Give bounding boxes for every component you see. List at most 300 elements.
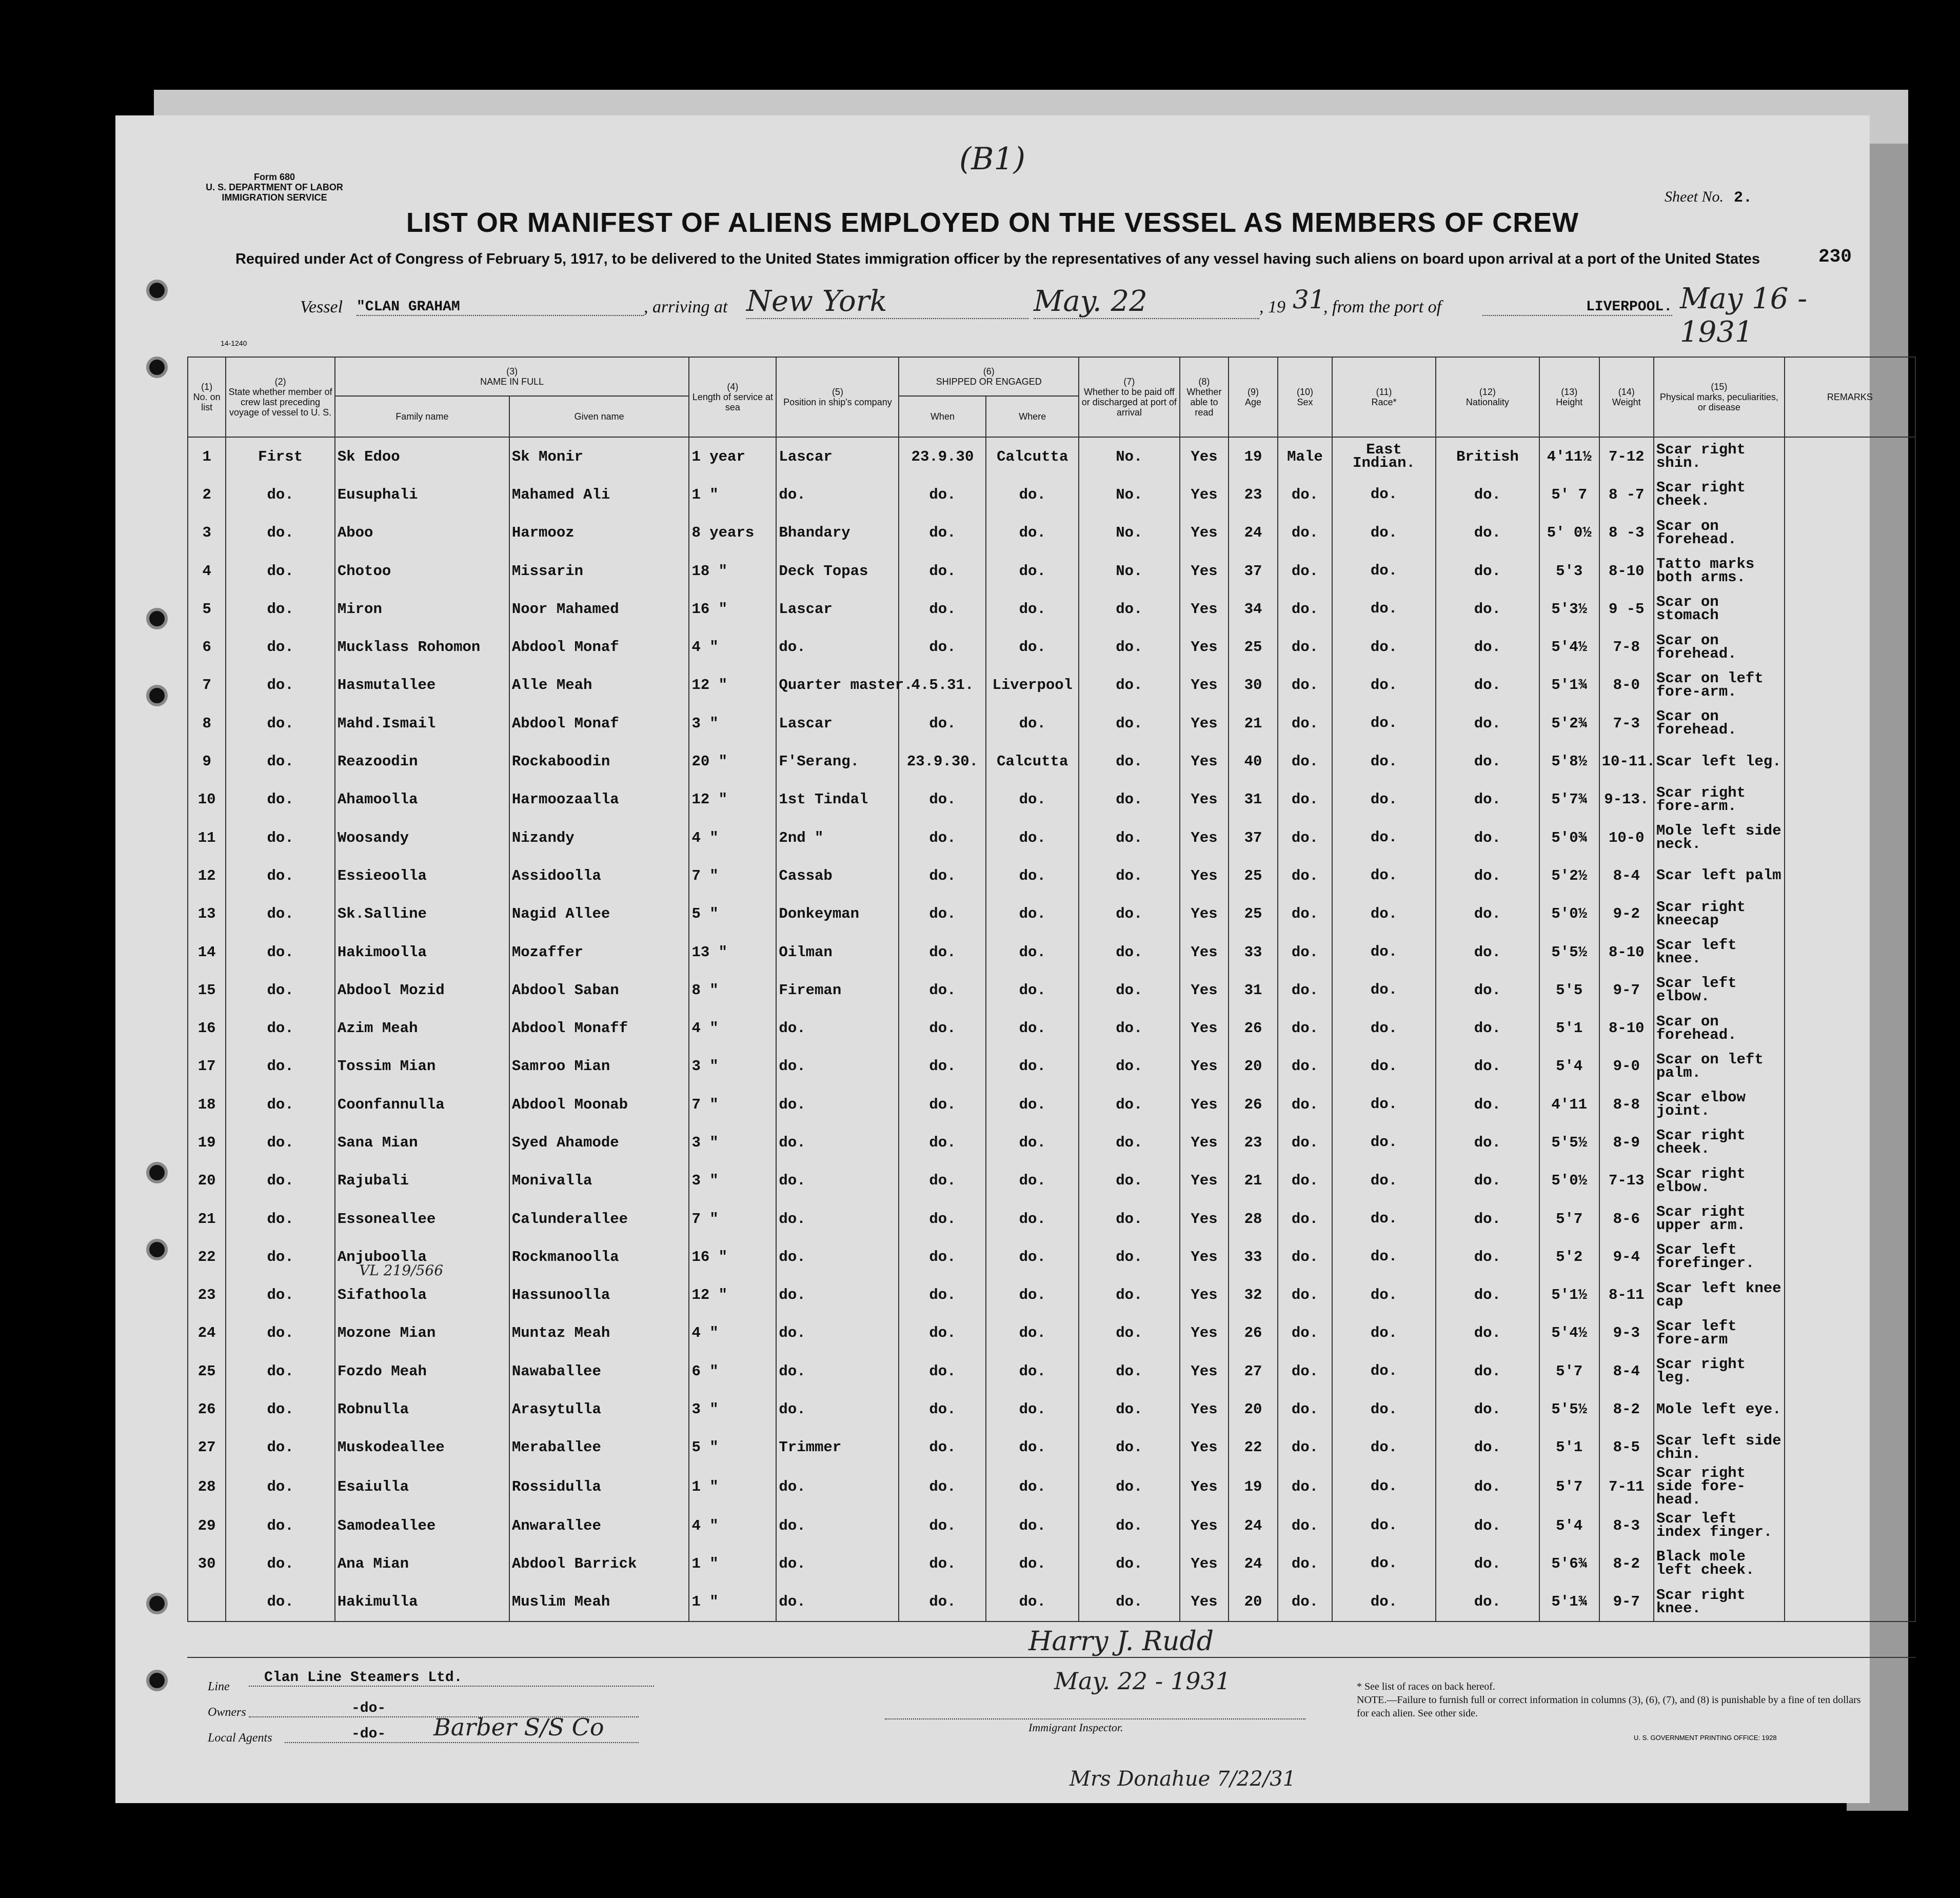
cell-age: 20: [1229, 1583, 1278, 1622]
cell-length: 7 ": [689, 1200, 776, 1238]
cell-state: do.: [226, 742, 334, 780]
cell-length: 1 ": [689, 1545, 776, 1583]
table-row: [188, 1276, 1915, 1314]
cell-weight: 9 -5: [1599, 590, 1654, 628]
cell-remarks: [1785, 1352, 1915, 1390]
cell-age: 20: [1229, 1390, 1278, 1428]
cell-marks: Scar on stomach: [1654, 590, 1785, 628]
cell-position: Quarter master.: [776, 666, 899, 704]
cell-age: 26: [1229, 1314, 1278, 1352]
cell-given: Alle Meah: [509, 666, 689, 704]
cell-no: 20: [188, 1162, 226, 1200]
cell-weight: 7-3: [1599, 704, 1654, 742]
cell-height: 5'4: [1539, 1047, 1599, 1085]
cell-where: do.: [986, 552, 1079, 590]
cell-remarks: [1785, 1507, 1915, 1545]
cell-length: 12 ": [689, 666, 776, 704]
cell-state: do.: [226, 1047, 334, 1085]
cell-race: do.: [1332, 781, 1436, 819]
cell-state: do.: [226, 1123, 334, 1161]
cell-remarks: [1785, 1314, 1915, 1352]
cell-state: do.: [226, 1507, 334, 1545]
cell-race: do.: [1332, 819, 1436, 857]
cell-marks: Mole left side neck.: [1654, 819, 1785, 857]
cell-length: 13 ": [689, 933, 776, 971]
cell-paid: No.: [1079, 514, 1180, 552]
cell-family: Ahamoolla: [335, 781, 509, 819]
cell-state: do.: [226, 1085, 334, 1123]
cell-no: 26: [188, 1390, 226, 1428]
cell-where: do.: [986, 933, 1079, 971]
cell-no: 23: [188, 1276, 226, 1314]
cell-sex: do.: [1278, 514, 1332, 552]
cell-marks: Scar right leg.: [1654, 1352, 1785, 1390]
cell-when: do.: [899, 1545, 986, 1583]
cell-paid: do.: [1079, 1200, 1180, 1238]
cell-race: do.: [1332, 476, 1436, 513]
cell-height: 5'2: [1539, 1238, 1599, 1276]
cell-marks: Mole left eye.: [1654, 1390, 1785, 1428]
cell-length: 4 ": [689, 1314, 776, 1352]
cell-state: do.: [226, 666, 334, 704]
cell-nat: do.: [1436, 971, 1539, 1009]
table-row: [188, 971, 1915, 1009]
cell-when: do.: [899, 1238, 986, 1276]
cell-sex: do.: [1278, 1314, 1332, 1352]
cell-state: do.: [226, 476, 334, 513]
cell-no: 24: [188, 1314, 226, 1352]
cell-remarks: [1785, 1238, 1915, 1276]
cell-given: Assidoolla: [509, 857, 689, 895]
cell-no: 22: [188, 1238, 226, 1276]
cell-where: do.: [986, 1047, 1079, 1085]
table-row: [188, 628, 1915, 666]
inspector-date: May. 22 - 1931: [1054, 1667, 1231, 1695]
year-prefix: , 19: [1259, 298, 1285, 317]
col-no-header: (1) No. on list: [188, 357, 226, 437]
cell-read: Yes: [1180, 437, 1229, 476]
cell-read: Yes: [1180, 1507, 1229, 1545]
cell-when: do.: [899, 704, 986, 742]
cell-state: do.: [226, 933, 334, 971]
cell-length: 5 ": [689, 1429, 776, 1467]
cell-sex: do.: [1278, 552, 1332, 590]
cell-nat: do.: [1436, 1314, 1539, 1352]
cell-position: Trimmer: [776, 1429, 899, 1467]
cell-remarks: [1785, 552, 1915, 590]
page-number: 230: [1818, 246, 1852, 267]
cell-no: 28: [188, 1467, 226, 1507]
cell-paid: do.: [1079, 781, 1180, 819]
cell-marks: Scar right knee.: [1654, 1583, 1785, 1622]
cell-state: do.: [226, 552, 334, 590]
cell-age: 24: [1229, 514, 1278, 552]
cell-read: Yes: [1180, 781, 1229, 819]
cell-length: 20 ": [689, 742, 776, 780]
cell-position: Fireman: [776, 971, 899, 1009]
cell-position: do.: [776, 1390, 899, 1428]
cell-when: do.: [899, 781, 986, 819]
cell-remarks: [1785, 933, 1915, 971]
cell-state: do.: [226, 1467, 334, 1507]
cell-nat: do.: [1436, 1047, 1539, 1085]
cell-sex: do.: [1278, 1276, 1332, 1314]
punch-hole: [146, 1593, 168, 1614]
cell-when: 23.9.30: [899, 437, 986, 476]
cell-when: do.: [899, 1085, 986, 1123]
cell-when: do.: [899, 1583, 986, 1622]
cell-weight: 7-12: [1599, 437, 1654, 476]
cell-when: do.: [899, 628, 986, 666]
cell-paid: do.: [1079, 1009, 1180, 1047]
cell-given: Abdool Moonab: [509, 1085, 689, 1123]
cell-marks: Scar on left palm.: [1654, 1047, 1785, 1085]
cell-race: do.: [1332, 933, 1436, 971]
cell-family: Sifathoola: [335, 1276, 509, 1314]
table-row: [188, 1507, 1915, 1545]
cell-family: Ana Mian: [335, 1545, 509, 1583]
cell-sex: do.: [1278, 1352, 1332, 1390]
cell-where: do.: [986, 1545, 1079, 1583]
cell-position: do.: [776, 1200, 899, 1238]
cell-length: 12 ": [689, 781, 776, 819]
cell-height: 5'4½: [1539, 628, 1599, 666]
cell-given: Abdool Monaf: [509, 704, 689, 742]
cell-weight: 8-8: [1599, 1085, 1654, 1123]
cell-given: Nizandy: [509, 819, 689, 857]
cell-age: 19: [1229, 1467, 1278, 1507]
cell-sex: do.: [1278, 1009, 1332, 1047]
cell-where: do.: [986, 1238, 1079, 1276]
cell-sex: do.: [1278, 742, 1332, 780]
cell-where: do.: [986, 514, 1079, 552]
cell-paid: do.: [1079, 1545, 1180, 1583]
cell-when: do.: [899, 1200, 986, 1238]
cell-weight: 9-13.: [1599, 781, 1654, 819]
cell-marks: Scar left index finger.: [1654, 1507, 1785, 1545]
cell-weight: 8-2: [1599, 1545, 1654, 1583]
cell-marks: Scar right shin.: [1654, 437, 1785, 476]
cell-no: 15: [188, 971, 226, 1009]
cell-state: do.: [226, 971, 334, 1009]
cell-no: 7: [188, 666, 226, 704]
cell-race: do.: [1332, 704, 1436, 742]
cell-height: 5'1¾: [1539, 666, 1599, 704]
col-marks-header: (15) Physical marks, peculiarities, or disease: [1654, 357, 1785, 437]
cell-no: 5: [188, 590, 226, 628]
cell-family: Eusuphali: [335, 476, 509, 513]
cell-remarks: [1785, 1123, 1915, 1161]
cell-marks: Scar on forehead.: [1654, 704, 1785, 742]
cell-sex: do.: [1278, 1390, 1332, 1428]
cell-height: 5'2½: [1539, 857, 1599, 895]
cell-family: Aboo: [335, 514, 509, 552]
cell-nat: do.: [1436, 819, 1539, 857]
cell-weight: 8 -3: [1599, 514, 1654, 552]
table-row: [188, 781, 1915, 819]
cell-sex: do.: [1278, 1123, 1332, 1161]
cell-nat: do.: [1436, 1200, 1539, 1238]
col-state-header: (2) State whether member of crew last preceding voyage of vessel to U. S.: [226, 357, 334, 437]
cell-when: do.: [899, 1314, 986, 1352]
cell-given: Mahamed Ali: [509, 476, 689, 513]
cell-position: Bhandary: [776, 514, 899, 552]
cell-race: do.: [1332, 1429, 1436, 1467]
cell-sex: do.: [1278, 1200, 1332, 1238]
cell-nat: do.: [1436, 552, 1539, 590]
cell-family: Mucklass Rohomon: [335, 628, 509, 666]
cell-age: 28: [1229, 1200, 1278, 1238]
cell-sex: do.: [1278, 895, 1332, 933]
cell-remarks: [1785, 1276, 1915, 1314]
cell-age: 31: [1229, 781, 1278, 819]
cell-paid: do.: [1079, 933, 1180, 971]
cell-sex: do.: [1278, 476, 1332, 513]
cell-remarks: [1785, 1162, 1915, 1200]
margin-note: VL 219/566: [359, 1262, 444, 1279]
cell-position: do.: [776, 1123, 899, 1161]
cell-paid: do.: [1079, 1314, 1180, 1352]
cell-marks: Scar elbow joint.: [1654, 1085, 1785, 1123]
cell-height: 5'0¾: [1539, 819, 1599, 857]
cell-length: 7 ": [689, 857, 776, 895]
cell-when: do.: [899, 1390, 986, 1428]
cell-marks: Scar on forehead.: [1654, 1009, 1785, 1047]
cell-read: Yes: [1180, 1276, 1229, 1314]
cell-remarks: [1785, 819, 1915, 857]
table-row: [188, 476, 1915, 513]
cell-age: 23: [1229, 1123, 1278, 1161]
cell-marks: Scar right cheek.: [1654, 476, 1785, 513]
cell-where: Liverpool: [986, 666, 1079, 704]
cell-race: do.: [1332, 1314, 1436, 1352]
form-id: Form 680 U. S. DEPARTMENT OF LABOR IMMIGRATION SERVICE: [206, 172, 343, 203]
cell-paid: do.: [1079, 971, 1180, 1009]
cell-position: Lascar: [776, 704, 899, 742]
cell-nat: do.: [1436, 1390, 1539, 1428]
cell-when: do.: [899, 1047, 986, 1085]
cell-family: Hasmutallee: [335, 666, 509, 704]
cell-given: Nawaballee: [509, 1352, 689, 1390]
cell-where: do.: [986, 628, 1079, 666]
table-row: [188, 666, 1915, 704]
cell-race: do.: [1332, 1162, 1436, 1200]
cell-when: do.: [899, 971, 986, 1009]
cell-weight: 9-7: [1599, 1583, 1654, 1622]
table-row: [188, 1200, 1915, 1238]
cell-read: Yes: [1180, 1583, 1229, 1622]
cell-position: do.: [776, 1314, 899, 1352]
cell-race: do.: [1332, 1390, 1436, 1428]
cell-position: do.: [776, 1085, 899, 1123]
cell-given: Mozaffer: [509, 933, 689, 971]
cell-sex: do.: [1278, 1429, 1332, 1467]
cell-where: do.: [986, 857, 1079, 895]
cell-family: Azim Meah: [335, 1009, 509, 1047]
cell-height: 5'1: [1539, 1429, 1599, 1467]
cell-sex: do.: [1278, 704, 1332, 742]
cell-paid: do.: [1079, 1352, 1180, 1390]
sheet-number: Sheet No. 2.: [1665, 188, 1752, 207]
cell-given: Monivalla: [509, 1162, 689, 1200]
cell-position: Oilman: [776, 933, 899, 971]
vessel-label: Vessel: [300, 298, 343, 317]
table-row: [188, 1085, 1915, 1123]
cell-family: Robnulla: [335, 1390, 509, 1428]
cell-given: Anwarallee: [509, 1507, 689, 1545]
cell-weight: 7-8: [1599, 628, 1654, 666]
cell-state: do.: [226, 1352, 334, 1390]
col-remarks-header: REMARKS: [1785, 357, 1915, 437]
col-position-header: (5) Position in ship's company: [776, 357, 899, 437]
cell-age: 23: [1229, 476, 1278, 513]
cell-when: do.: [899, 857, 986, 895]
cell-race: do.: [1332, 628, 1436, 666]
cell-marks: Scar left knee.: [1654, 933, 1785, 971]
cell-marks: Scar left leg.: [1654, 742, 1785, 780]
cell-age: 25: [1229, 857, 1278, 895]
cell-marks: Scar left elbow.: [1654, 971, 1785, 1009]
inspector-line: [885, 1718, 1305, 1719]
cell-nat: do.: [1436, 781, 1539, 819]
col-weight-header: (14) Weight: [1599, 357, 1654, 437]
cell-remarks: [1785, 971, 1915, 1009]
cell-nat: do.: [1436, 1429, 1539, 1467]
cell-where: do.: [986, 1009, 1079, 1047]
cell-marks: Scar left palm: [1654, 857, 1785, 895]
cell-read: Yes: [1180, 514, 1229, 552]
cell-age: 34: [1229, 590, 1278, 628]
table-row: [188, 1583, 1915, 1622]
cell-remarks: [1785, 1390, 1915, 1428]
cell-length: 7 ": [689, 1085, 776, 1123]
cell-where: do.: [986, 1507, 1079, 1545]
crew-manifest-table: [187, 357, 1916, 1622]
cell-given: Sk Monir: [509, 437, 689, 476]
cell-length: 1 ": [689, 1467, 776, 1507]
cell-height: 5'7: [1539, 1352, 1599, 1390]
cell-position: do.: [776, 1507, 899, 1545]
cell-where: do.: [986, 1467, 1079, 1507]
cell-read: Yes: [1180, 1238, 1229, 1276]
cell-weight: 8-2: [1599, 1390, 1654, 1428]
cell-when: do.: [899, 1467, 986, 1507]
cell-state: do.: [226, 895, 334, 933]
cell-no: 25: [188, 1352, 226, 1390]
cell-family: Mahd.Ismail: [335, 704, 509, 742]
cell-when: do.: [899, 1507, 986, 1545]
cell-sex: do.: [1278, 1545, 1332, 1583]
cell-age: 32: [1229, 1276, 1278, 1314]
cell-family: Sk Edoo: [335, 437, 509, 476]
cell-paid: No.: [1079, 437, 1180, 476]
cell-read: Yes: [1180, 1467, 1229, 1507]
cell-state: First: [226, 437, 334, 476]
cell-state: do.: [226, 1200, 334, 1238]
cell-remarks: [1785, 590, 1915, 628]
cell-when: do.: [899, 895, 986, 933]
cell-length: 8 ": [689, 971, 776, 1009]
cell-read: Yes: [1180, 552, 1229, 590]
cell-family: Anjuboolla: [335, 1238, 509, 1276]
cell-weight: 10-11.: [1599, 742, 1654, 780]
cell-race: do.: [1332, 552, 1436, 590]
table-row: [188, 742, 1915, 780]
cell-paid: do.: [1079, 1047, 1180, 1085]
cell-sex: do.: [1278, 590, 1332, 628]
cell-remarks: [1785, 1429, 1915, 1467]
cell-age: 24: [1229, 1507, 1278, 1545]
cell-read: Yes: [1180, 819, 1229, 857]
cell-where: do.: [986, 1276, 1079, 1314]
table-row: [188, 895, 1915, 933]
cell-nat: do.: [1436, 476, 1539, 513]
inspector-signature: Harry J. Rudd: [1028, 1626, 1214, 1657]
cell-given: Abdool Saban: [509, 971, 689, 1009]
cell-given: Abdool Monaff: [509, 1009, 689, 1047]
cell-read: Yes: [1180, 1123, 1229, 1161]
cell-remarks: [1785, 704, 1915, 742]
cell-height: 5'4½: [1539, 1314, 1599, 1352]
punch-hole: [146, 685, 168, 706]
cell-state: do.: [226, 781, 334, 819]
cell-given: Hassunoolla: [509, 1276, 689, 1314]
cell-paid: do.: [1079, 1390, 1180, 1428]
cell-age: 21: [1229, 704, 1278, 742]
cell-family: Muskodeallee: [335, 1429, 509, 1467]
cell-remarks: [1785, 437, 1915, 476]
cell-age: 40: [1229, 742, 1278, 780]
cell-age: 33: [1229, 1238, 1278, 1276]
cell-given: Arasytulla: [509, 1390, 689, 1428]
cell-sex: do.: [1278, 971, 1332, 1009]
cell-marks: Scar left fore-arm: [1654, 1314, 1785, 1352]
table-row: [188, 1238, 1915, 1276]
cell-height: 5'3: [1539, 552, 1599, 590]
cell-marks: Scar left forefinger.: [1654, 1238, 1785, 1276]
cell-when: do.: [899, 933, 986, 971]
cell-position: Deck Topas: [776, 552, 899, 590]
cell-marks: Scar right elbow.: [1654, 1162, 1785, 1200]
cell-given: Noor Mahamed: [509, 590, 689, 628]
cell-height: 5'1: [1539, 1009, 1599, 1047]
line-value: Clan Line Steamers Ltd.: [249, 1670, 654, 1687]
cell-read: Yes: [1180, 628, 1229, 666]
cell-height: 5'1¾: [1539, 1583, 1599, 1622]
arriving-label: , arriving at: [644, 298, 728, 317]
cell-read: Yes: [1180, 971, 1229, 1009]
cell-length: 1 ": [689, 1583, 776, 1622]
cell-when: do.: [899, 1276, 986, 1314]
cell-race: do.: [1332, 971, 1436, 1009]
cell-height: 5'1½: [1539, 1276, 1599, 1314]
cell-no: 17: [188, 1047, 226, 1085]
col-sex-header: (10) Sex: [1278, 357, 1332, 437]
cell-paid: No.: [1079, 552, 1180, 590]
cell-remarks: [1785, 1085, 1915, 1123]
cell-age: 20: [1229, 1047, 1278, 1085]
cell-read: Yes: [1180, 590, 1229, 628]
cell-read: Yes: [1180, 742, 1229, 780]
punch-hole: [146, 1162, 168, 1183]
cell-age: 31: [1229, 971, 1278, 1009]
cell-paid: do.: [1079, 1162, 1180, 1200]
table-row: [188, 552, 1915, 590]
cell-given: Syed Ahamode: [509, 1123, 689, 1161]
cell-position: do.: [776, 1276, 899, 1314]
cell-state: do.: [226, 819, 334, 857]
inspector-label: Immigrant Inspector.: [1028, 1721, 1123, 1734]
